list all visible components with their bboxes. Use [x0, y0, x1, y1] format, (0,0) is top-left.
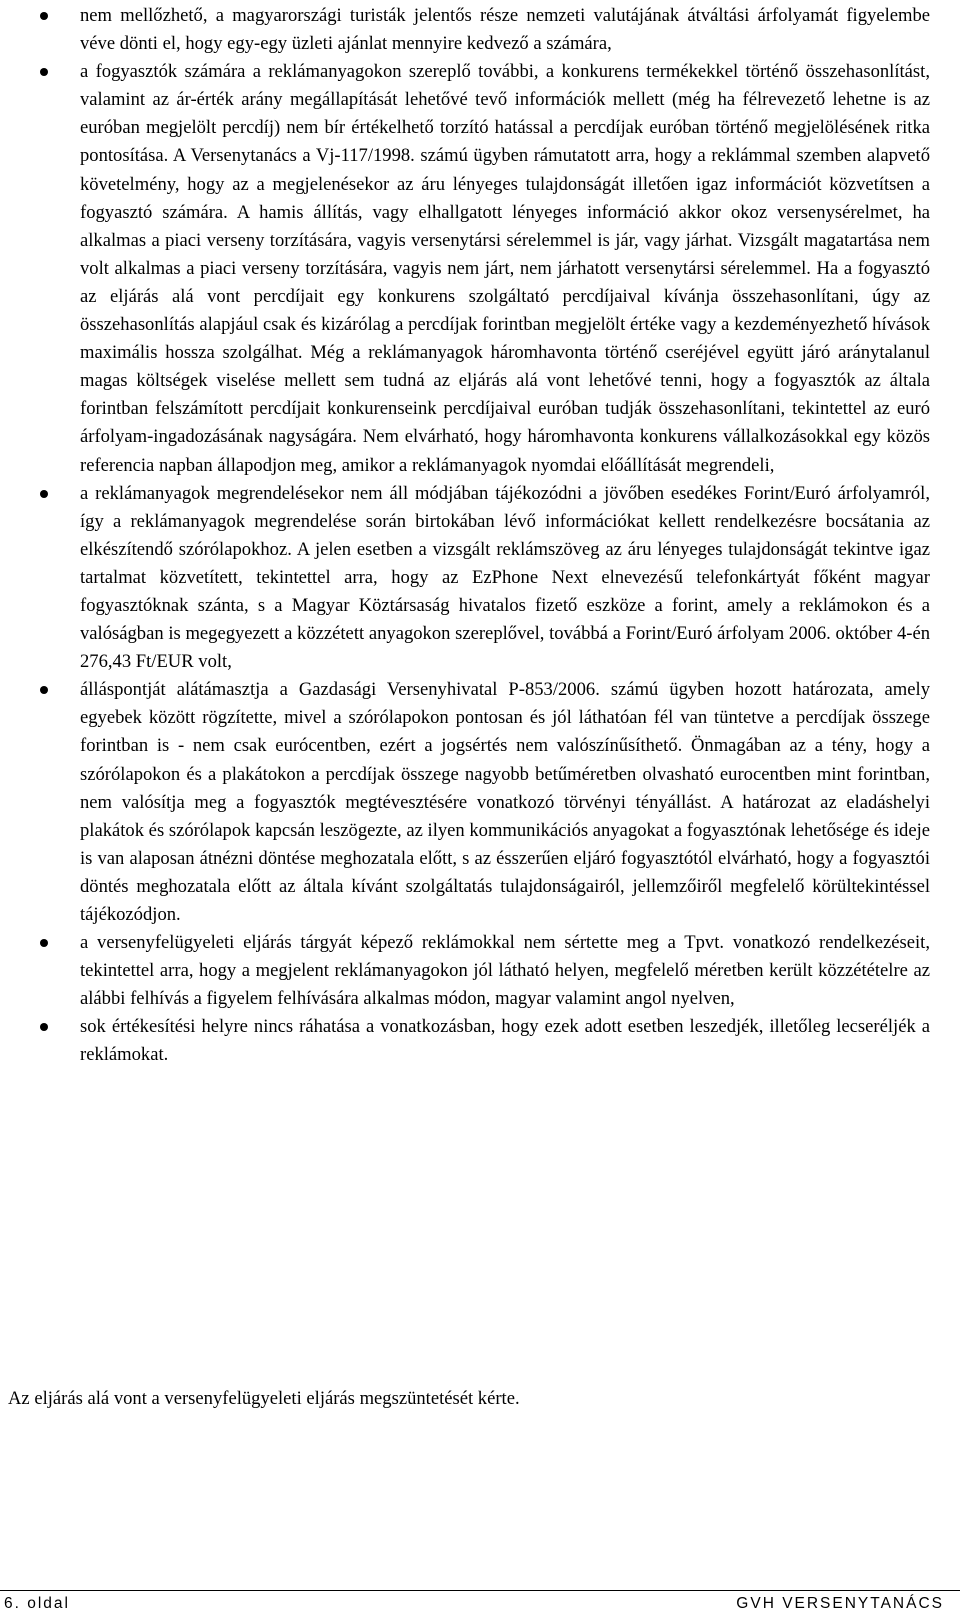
bullet-text: a fogyasztók számára a reklámanyagokon szereplő további, a konkurens termékekkel történő összehasonlítást, valamint az ár-érték arány megállapítását lehetővé tevő információk mellett (még ha félrevezető lehetne is az euróban megjelölt percdíj) nem bír értékelhető torzító hatással a percdíjak euróban történő megjelölésének ritka pontosítása. A Versenytanács a Vj-117/1998. számú ügyben rámutatott arra, hogy a reklámmal szemben alapvető követelmény, hogy az a megjelenésekor az áru lényeges tulajdonságát illetően igaz információt közvetítsen a fogyasztó számára. A hamis állítás, vagy elhallgatott lényeges információ akkor okoz versenysérelmet, ha alkalmas a piaci verseny torzítására, vagyis versenytársi sérelemmel is jár, vagy járhat. Vizsgált magatartása nem volt alkalmas a piaci verseny torzítására, vagyis nem járt, nem járhatott versenytársi sérelemmel. Ha a fogyasztó az eljárás alá vont percdíjait egy konkurens szolgáltató percdíjaival kívánja összehasonlítani, úgy az összehasonlítás alapjául csak és kizárólag a percdíjak forintban megjelölt értéke vagy a kezdeményezhető hívások maximális hossza szolgálhat. Még a reklámanyagok háromhavonta történő cseréjével együtt járó aránytalanul magas költségek viselése mellett sem tudná az eljárás alá vont lehetővé tenni, hogy a fogyasztók az általa forintban felszámított percdíjait konkurenseink percdíjaival euróban tudják összehasonlítani, tekintettel az euró árfolyam-ingadozásának nagyságára. Nem elvárható, hogy háromhavonta konkurens vállalkozásokkal egy közös referencia napban állapodjon meg, amikor a reklámanyagok nyomdai előállítását megrendeli,	[80, 61, 930, 476]
list-item	[0, 1013, 960, 1069]
bullet-text: sok értékesítési helyre nincs ráhatása a vonatkozásban, hogy ezek adott esetben leszedjék, illetőleg lecseréljék a reklámokat.	[80, 1016, 930, 1066]
list-item	[0, 676, 960, 929]
footer-divider	[0, 1590, 960, 1591]
bullet-icon	[40, 939, 48, 947]
footer-organization: GVH VERSENYTANÁCS	[736, 1595, 944, 1612]
bullet-text: álláspontját alátámasztja a Gazdasági Versenyhivatal P-853/2006. számú ügyben hozott határozata, amely egyebek között rögzítette, mivel a szórólapokon pontosan és jól láthatóan fél van tüntetve a percdíjak összege forintban is - nem csak eurócentben, ezért a jogsértés nem valószínűsíthető. Önmagában az a tény, hogy a szórólapokon és a plakátokon a percdíjak összege nagyobb betűméretben olvasható eurocentben mint forintban, nem valósítja meg a fogyasztók megtévesztésére vonatkozó törvényi tényállást. A határozat az eladáshelyi plakátok és szórólapok kapcsán leszögezte, az ilyen kommunikációs anyagokat a fogyasztónak lehetősége és ideje is van alaposan átnézni döntése meghozatala előtt, s az ésszerűen eljáró fogyasztótól elvárható, hogy a fogyasztói döntés meghozatala előtt az általa kívánt szolgáltatás tulajdonságairól, jellemzőiről megfelelő körültekintéssel tájékozódjon.	[80, 679, 930, 925]
list-item	[0, 58, 960, 479]
list-item	[0, 480, 960, 677]
bullet-icon	[40, 1023, 48, 1031]
page-number: 6. oldal	[4, 1595, 70, 1612]
bullet-text: a reklámanyagok megrendelésekor nem áll módjában tájékozódni a jövőben esedékes Forint/Euró árfolyamról, így a reklámanyagok megrendelése során birtokában lévő információkat kellett rendelkezésre bocsátania az elkészítendő szórólapokhoz. A jelen esetben a vizsgált reklámszöveg az áru lényeges tulajdonságát tekintve igaz tartalmat közvetített, tekintettel arra, hogy az EzPhone Next elnevezésű telefonkártyát főként magyar fogyasztóknak szánta, s a Magyar Köztársaság hivatalos fizető eszköze a forint, amely a reklámokon és a valóságban is megegyezett a közzétett anyagokon szereplővel, továbbá a Forint/Euró árfolyam 2006. október 4-én 276,43 Ft/EUR volt,	[80, 482, 930, 673]
bullet-text: a versenyfelügyeleti eljárás tárgyát képező reklámokkal nem sértette meg a Tpvt. vonatkozó rendelkezéseit, tekintettel arra, hogy a megjelent reklámanyagokon jól látható helyen, megfelelő méretben került közzétételre az alábbi felhívás a figyelem felhívására alkalmas módon, magyar valamint angol nyelven,	[80, 932, 930, 1010]
bullet-icon	[40, 12, 48, 20]
bullet-icon	[40, 490, 48, 498]
bullet-icon	[40, 686, 48, 694]
bullet-icon	[40, 68, 48, 76]
bullet-text: nem mellőzhető, a magyarországi turisták jelentős része nemzeti valutájának átváltási árfolyamát figyelembe véve dönti el, hogy egy-egy üzleti ajánlat mennyire kedvező a számára,	[80, 5, 930, 55]
closing-paragraph: Az eljárás alá vont a versenyfelügyeleti eljárás megszüntetését kérte.	[8, 1388, 520, 1409]
list-item	[0, 929, 960, 1013]
bullet-list	[0, 2, 960, 1070]
list-item	[0, 2, 960, 58]
